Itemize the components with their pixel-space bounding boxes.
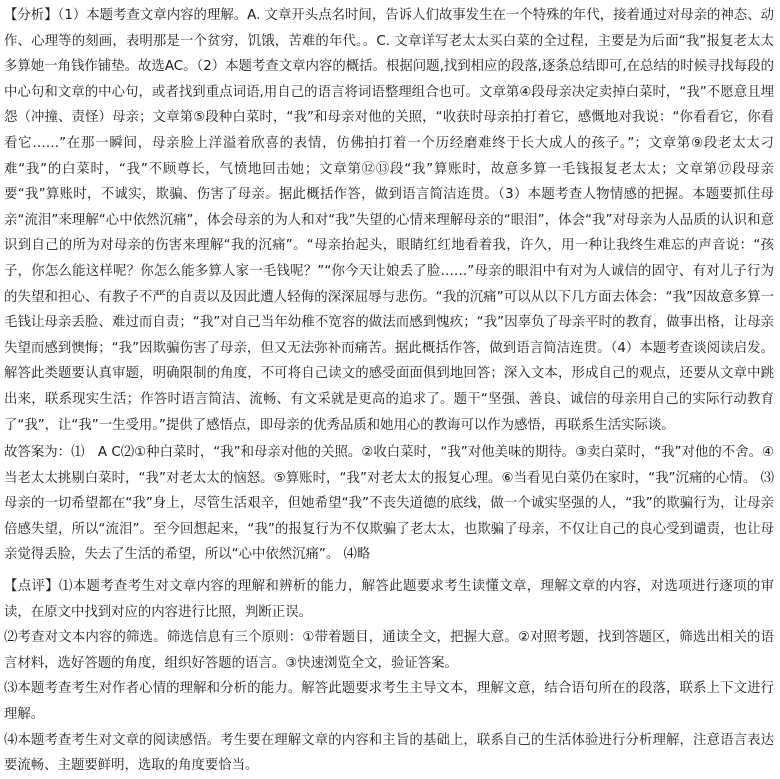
analysis-label: 【分析】 — [4, 8, 58, 23]
comment-item-text: ⑴本题考查考生对文章内容的理解和辨析的能力，解答此题要求考生读懂文章，理解文章的内容，对选项进行逐项的审读，在原文中找到对应的内容进行比照，判断正误。 — [4, 579, 775, 620]
answer-label: 故答案为： — [4, 445, 72, 461]
analysis-section — [4, 3, 774, 438]
comment-item-4: ⑷本题考查考生对文章的阅读感悟。考生要在理解文章的内容和主旨的基础上，联系自己的生活体验进行分析理解，注意语言表达要流畅、主题要鲜明，选取的角度要恰当。 — [4, 732, 774, 774]
comment-item-1 — [4, 574, 774, 625]
answer-text: ⑴ A C⑵①种白菜时，“我”和母亲对他的关照。②收白菜时，“我”对他美味的期待。③卖白菜时，“我”对他的不舍。④当老太太挑剔白菜时，“我”对老太太的恼怒。⑤算账时，“我”对老太太的报复心理。⑥当看见白菜仍在家时，“我”沉痛的心情。 ⑶母亲的一切希望都在“我”身上，尽管生活艰辛，但她希望“我”不丧失道德的底线，做一个诚实坚强的人，“我”的欺骗行为，让母亲倍感失望，所以“流泪”。至今回想起来，“我”的报复行为不仅欺骗了老太太，也欺骗了母亲，不仅让自己的良心受到谴责，也让母亲觉得丢脸，失去了生活的希望，所以“心中依然沉痛”。 ⑷略 — [4, 445, 775, 563]
comment-item-3: ⑶本题考查考生对作者心情的理解和分析的能力。解答此题要求考生主导文本，理解文意，结合语句所在的段落，联系上下文进行理解。 — [4, 681, 774, 723]
comment-section — [4, 574, 774, 779]
comment-item-2: ⑵考查对文本内容的筛选。筛选信息有三个原则：①带着题目，通读全文，把握大意。②对照考题，找到答题区，筛选出相关的语言材料，选好答题的角度，组织好答题的语言。③快速浏览全文，验证答案。 — [4, 630, 774, 671]
comment-label: 【点评】 — [4, 579, 60, 595]
answer-section — [4, 440, 774, 568]
analysis-text: （1）本题考查文章内容的理解。A. 文章开头点名时间，告诉人们故事发生在一个特殊的年代，接着通过对母亲的神态、动作、心理等的刻画，表明那是一个贫穷，饥饿，苦难的年代。。C. 文章详写老太太买白菜的全过程，主要是为后面“我”报复老太太多算她一角钱作铺垫。故选AC。（2）本题考查文章内容的概括。根据问题,找到相应的段落,逐条总结即可,在总结的时候寻找每段的中心句和文章的中心句，或者找到重点词语,用自己的语言将词语整理组合也可。文章第④段母亲决定卖掉白菜时，“我”不愿意且埋怨（冲撞、责怪）母亲；文章第⑤段种白菜时，“我”和母亲对他的关照，“收获时母亲拍打着它，感慨地对我说：“你看看它，你看看它……”在那一瞬间，母亲脸上洋溢着欣喜的表情，仿佛拍打着一个历经磨难终于长大成人的孩子。”；文章第⑨段老太太刁难“我”的白菜时，“我”不顾尊长，气愤地回击她；文章第⑫⑬段“我”算账时，故意多算一毛钱报复老太太；文章第⑰段母亲要“我”算账时，不诚实，欺骗、伤害了母亲。据此概括作答，做到语言简洁连贯。（3）本题考查人物情感的把握。本题要抓住母亲“流泪”来理解“心中依然沉痛”，体会母亲的为人和对“我”失望的心情来理解母亲的“眼泪”，体会“我”对母亲为人品质的认识和意识到自己的所为对母亲的伤害来理解“我的沉痛”。“母亲抬起头，眼睛红红地看着我，许久，用一种让我终生难忘的声音说：“孩子，你怎么能这样呢？你怎么能多算人家一毛钱呢？”“你今天让娘丢了脸……”母亲的眼泪中有对为人诚信的固守、有对儿子行为的失望和担心、有教子不严的自责以及因此遭人轻侮的深深屈辱与悲伤。“我的沉痛”可以从以下几方面去体会：“我”因故意多算一毛钱让母亲丢脸、难过而自责；“我”对自己当年幼稚不宽容的做法而感到愧疚；“我”因辜负了母亲平时的教育，做事出格，让母亲失望而感到懊悔；“我”因欺骗伤害了母亲，但又无法弥补而痛苦。据此概括作答，做到语言简洁连贯。（4）本题考查谈阅读启发。解答此类题要认真审题，明确限制的角度，不可将自己读文的感受面面俱到地回答；深入文本，形成自己的观点，还要从文章中跳出来，联系现实生活；作答时语言简洁、流畅、有文采就是更高的追求了。题干“坚强、善良、诚信的母亲用自己的实际行动教育了“我”，让“我”一生受用。”提供了感悟点，即母亲的优秀品质和她用心的教诲可以作为感悟，再联系生活实际谈。 — [4, 8, 774, 433]
